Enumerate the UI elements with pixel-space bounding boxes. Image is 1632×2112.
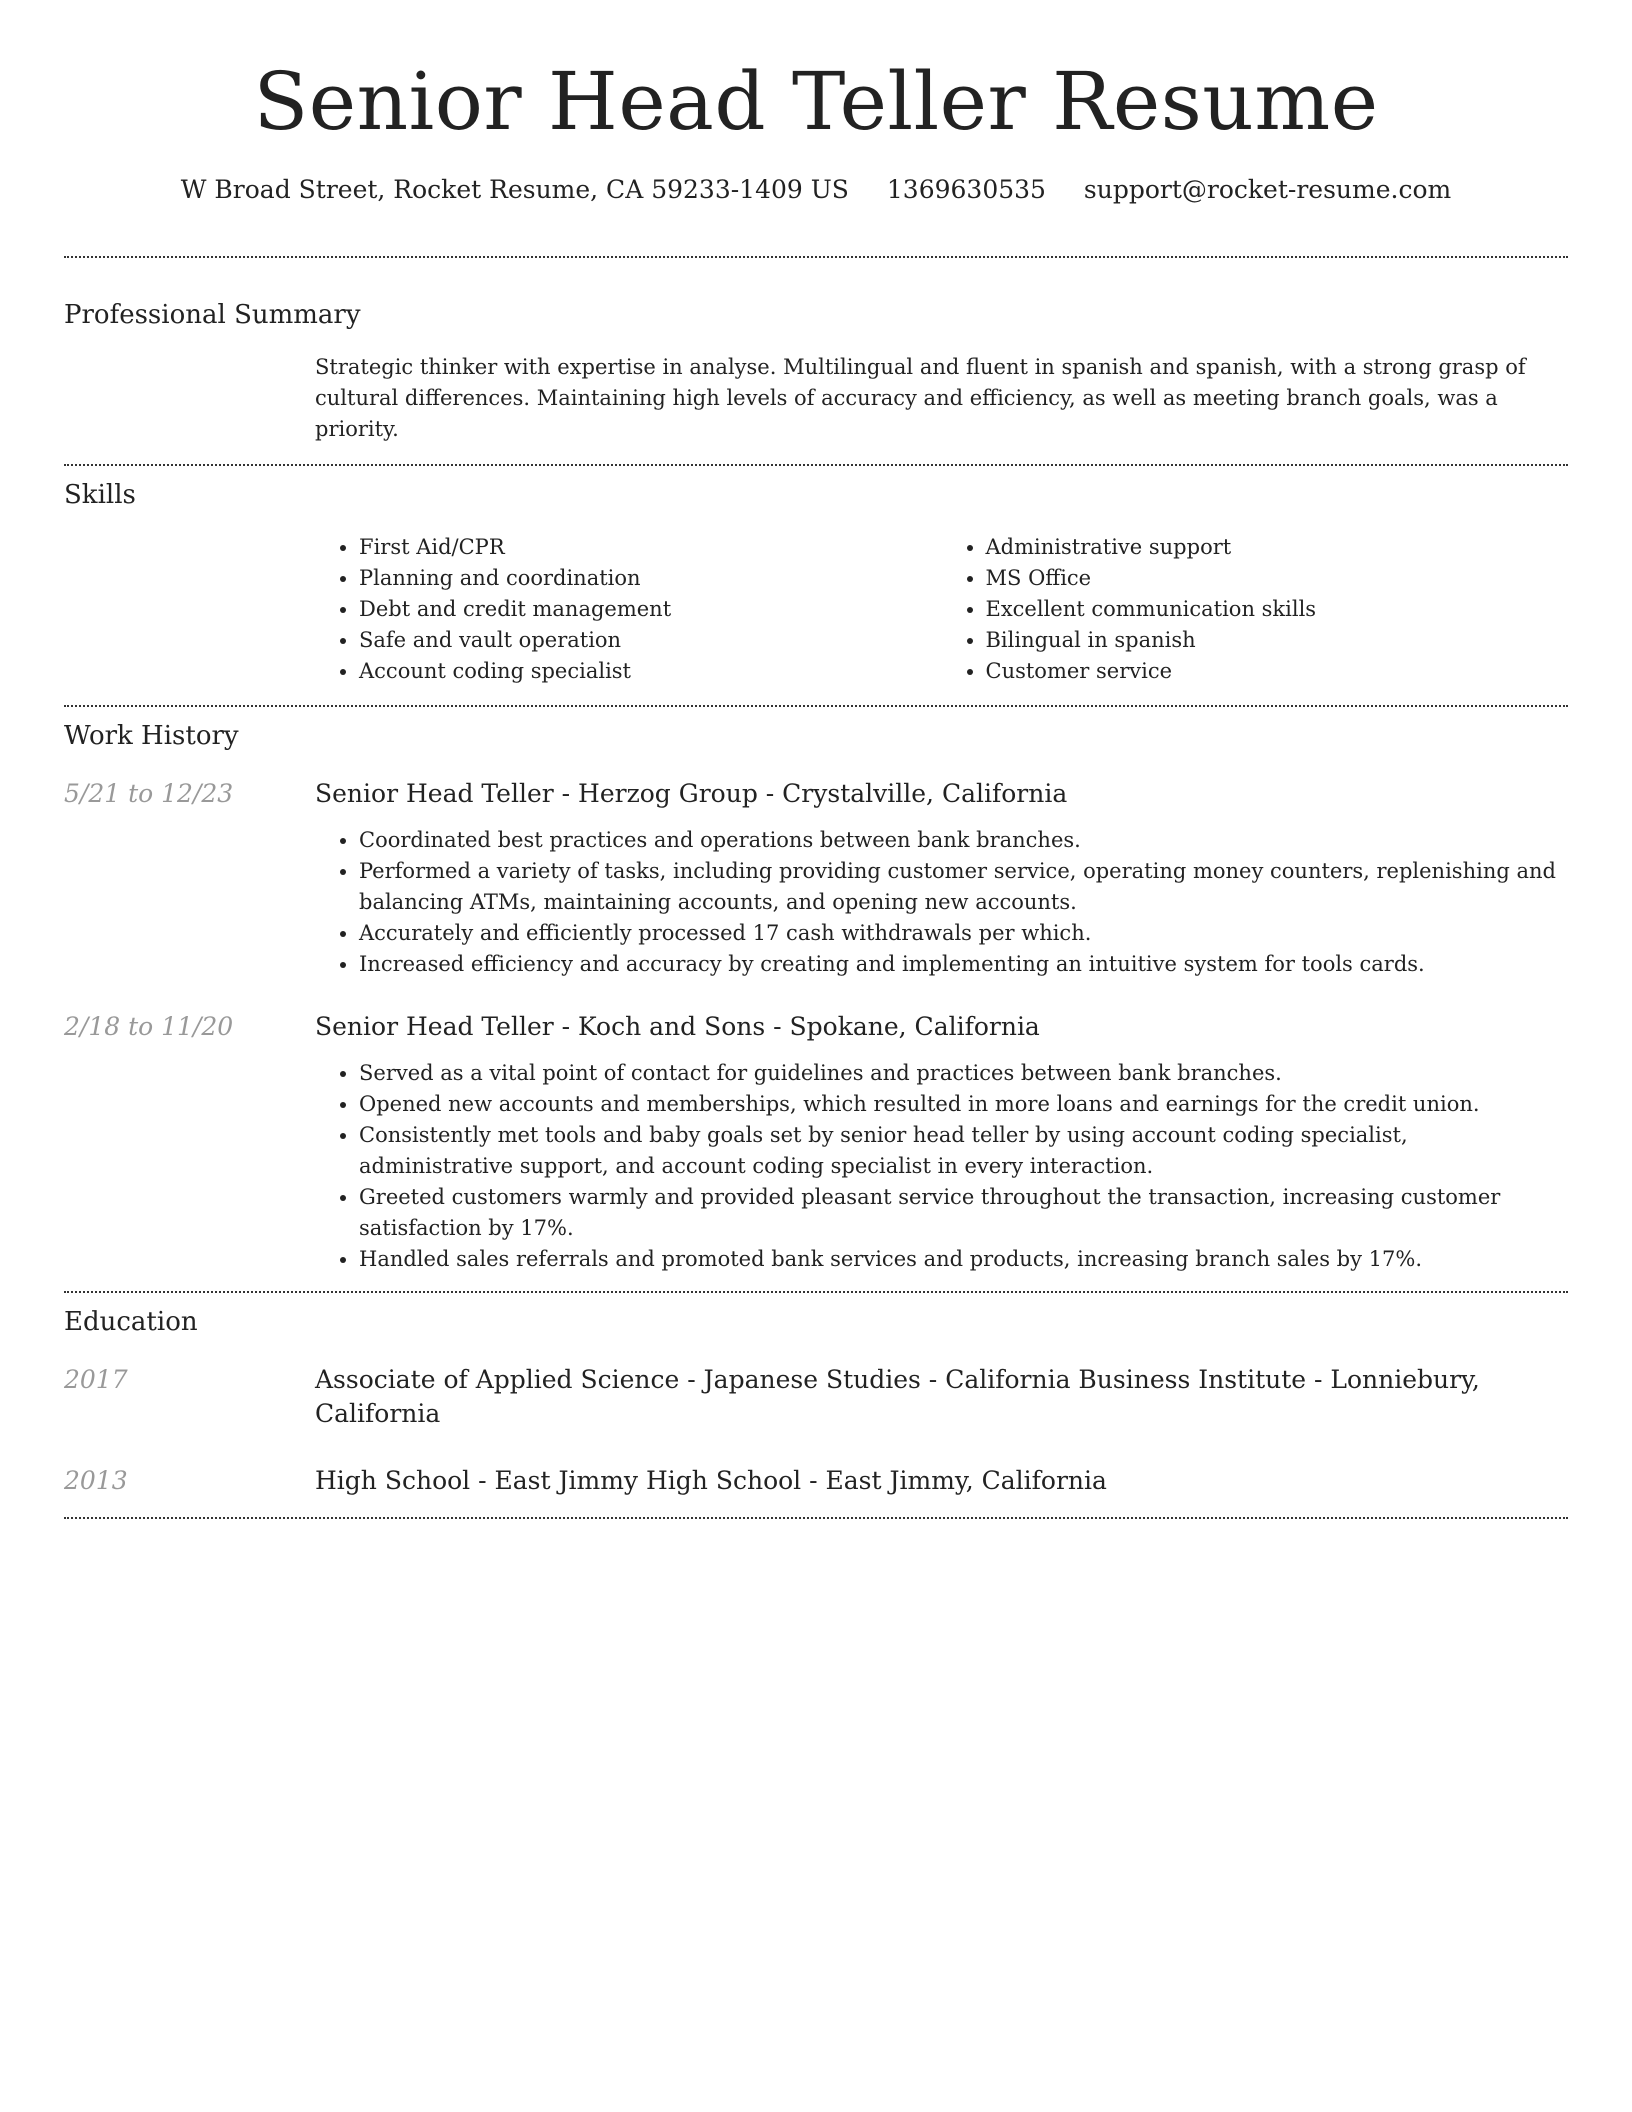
skill-item: • Bilingual in spanish bbox=[986, 625, 1569, 656]
summary-section bbox=[64, 352, 1568, 445]
divider bbox=[64, 705, 1568, 707]
skills-grid bbox=[315, 532, 1568, 687]
education-entry bbox=[64, 1363, 1568, 1431]
job-bullets bbox=[315, 1058, 1568, 1275]
contact-email: support@rocket-resume.com bbox=[1083, 175, 1452, 204]
skill-item: • Safe and vault operation bbox=[359, 625, 942, 656]
contact-phone: 1369630535 bbox=[886, 175, 1046, 204]
skill-item: • Account coding specialist bbox=[359, 656, 942, 687]
job-bullet: • Performed a variety of tasks, including providing customer service, operating money counters, replenishing and balancing ATMs, maintaining accounts, and opening new accounts. bbox=[359, 856, 1568, 918]
skills-list-right bbox=[942, 532, 1569, 687]
education-year: 2013 bbox=[64, 1466, 128, 1495]
job-title: Senior Head Teller - Herzog Group - Crystalville, California bbox=[315, 779, 1068, 808]
education-heading: Education bbox=[64, 1307, 198, 1337]
summary-body bbox=[315, 352, 1568, 445]
job-bullets bbox=[315, 825, 1568, 980]
skill-item: • First Aid/CPR bbox=[359, 532, 942, 563]
summary-left-spacer bbox=[64, 352, 315, 445]
skills-list-left bbox=[315, 532, 942, 687]
skills-heading: Skills bbox=[64, 480, 136, 510]
skill-item: • Planning and coordination bbox=[359, 563, 942, 594]
education-body bbox=[315, 1363, 1568, 1431]
education-title: High School - East Jimmy High School - East Jimmy, California bbox=[315, 1466, 1107, 1495]
education-year: 2017 bbox=[64, 1365, 128, 1394]
education-body bbox=[315, 1464, 1568, 1498]
job-bullet: • Increased efficiency and accuracy by creating and implementing an intuitive system for tools cards. bbox=[359, 949, 1568, 980]
job-entry bbox=[64, 777, 1568, 980]
education-title: Associate of Applied Science - Japanese Studies - California Business Institute - Lonniebury, California bbox=[315, 1365, 1480, 1428]
job-title: Senior Head Teller - Koch and Sons - Spokane, California bbox=[315, 1012, 1040, 1041]
education-entry bbox=[64, 1464, 1568, 1498]
job-entry bbox=[64, 1010, 1568, 1275]
skill-item: • Excellent communication skills bbox=[986, 594, 1569, 625]
job-bullet: • Coordinated best practices and operations between bank branches. bbox=[359, 825, 1568, 856]
skills-section bbox=[64, 532, 1568, 687]
job-dates: 5/21 to 12/23 bbox=[64, 779, 234, 808]
job-bullet: • Handled sales referrals and promoted bank services and products, increasing branch sales by 17%. bbox=[359, 1244, 1568, 1275]
divider bbox=[64, 464, 1568, 466]
summary-text: Strategic thinker with expertise in analyse. Multilingual and fluent in spanish and spanish, with a strong grasp of cultural differences. Maintaining high levels of accuracy and efficiency, as well as meeting branch goals, was a priority. bbox=[315, 355, 1526, 441]
summary-heading: Professional Summary bbox=[64, 300, 361, 330]
divider bbox=[64, 1517, 1568, 1519]
skills-left-spacer bbox=[64, 532, 315, 687]
job-bullet: • Accurately and efficiently processed 17 cash withdrawals per which. bbox=[359, 918, 1568, 949]
job-bullet: • Consistently met tools and baby goals set by senior head teller by using account coding specialist, administrative support, and account coding specialist in every interaction. bbox=[359, 1120, 1568, 1182]
skill-item: • Administrative support bbox=[986, 532, 1569, 563]
job-bullet: • Served as a vital point of contact for guidelines and practices between bank branches. bbox=[359, 1058, 1568, 1089]
skill-item: • Customer service bbox=[986, 656, 1569, 687]
divider bbox=[64, 256, 1568, 258]
resume-title: Senior Head Teller Resume bbox=[253, 55, 1379, 148]
contact-line bbox=[64, 172, 1568, 208]
contact-address: W Broad Street, Rocket Resume, CA 59233-1409 US bbox=[180, 175, 849, 204]
job-body bbox=[315, 777, 1568, 980]
job-bullet: • Greeted customers warmly and provided pleasant service throughout the transaction, increasing customer satisfaction by 17%. bbox=[359, 1182, 1568, 1244]
job-body bbox=[315, 1010, 1568, 1275]
work-heading: Work History bbox=[64, 721, 239, 751]
job-dates: 2/18 to 11/20 bbox=[64, 1012, 234, 1041]
job-bullet: • Opened new accounts and memberships, which resulted in more loans and earnings for the credit union. bbox=[359, 1089, 1568, 1120]
skill-item: • Debt and credit management bbox=[359, 594, 942, 625]
divider bbox=[64, 1291, 1568, 1293]
skill-item: • MS Office bbox=[986, 563, 1569, 594]
